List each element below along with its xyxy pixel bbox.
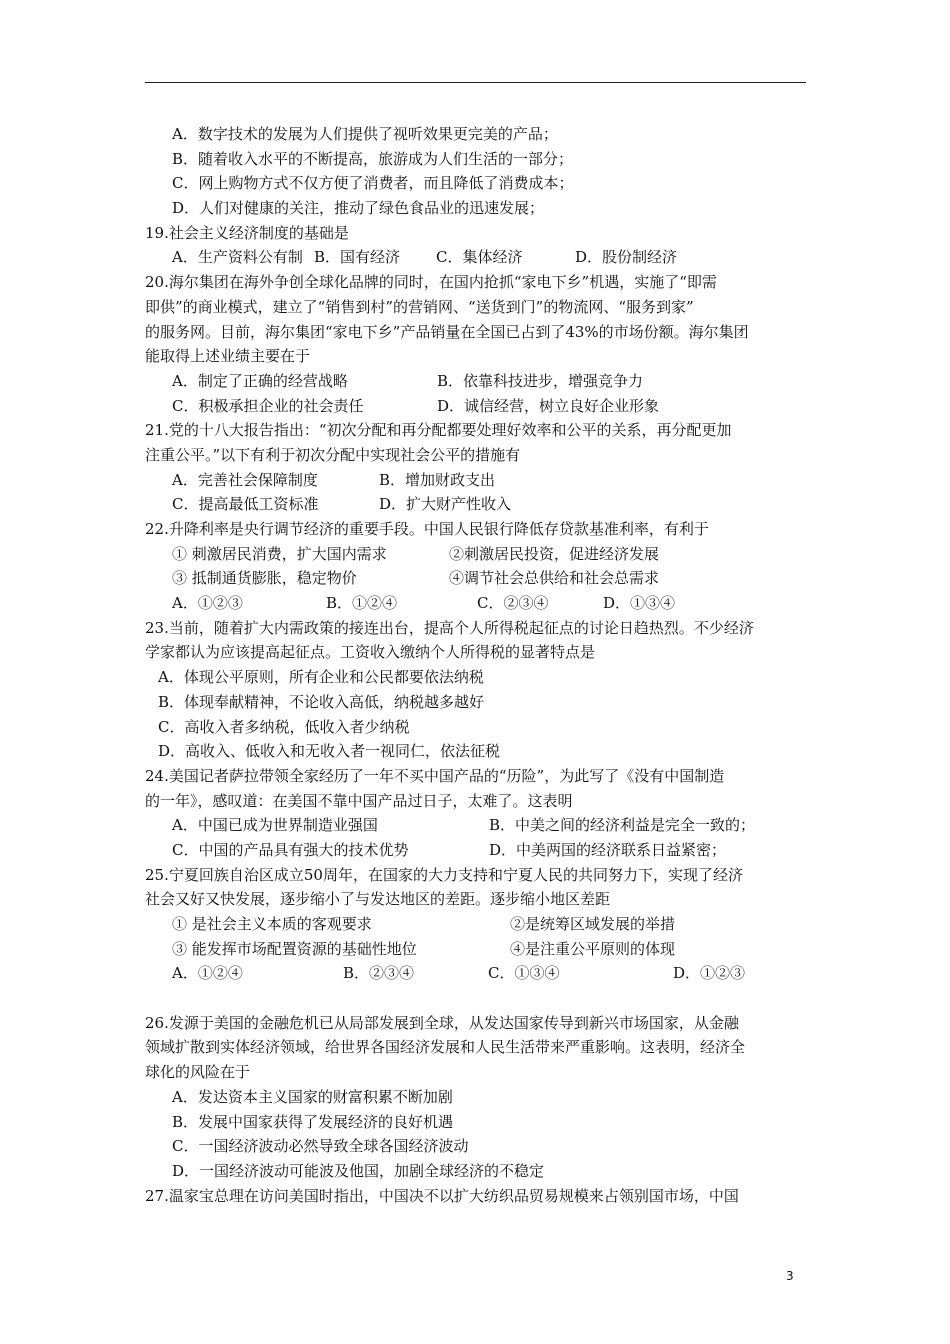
- option-a: A．体现公平原则，所有企业和公民都要依法纳税: [158, 668, 484, 687]
- question-19-options: [145, 245, 806, 270]
- question-24-line: 的一年》，感叹道：在美国不靠中国产品过日子，太难了。这表明: [145, 791, 573, 810]
- option-d: D．人们对健康的关注，推动了绿色食品业的迅速发展；: [172, 199, 545, 218]
- question-24: 24.美国记者萨拉带领全家经历了一年不买中国产品的“历险”，为此写了《没有中国制造: [145, 766, 725, 785]
- option-a: A．数字技术的发展为人们提供了视听效果更完美的产品；: [172, 125, 558, 143]
- option-b: B．发展中国家获得了发展经济的良好机遇: [172, 1112, 454, 1131]
- option-c: C．①③④: [488, 964, 560, 983]
- question-22-statements: [145, 566, 806, 591]
- statement-2: ②刺激居民投资，促进经济发展: [449, 544, 660, 563]
- option-c: C．高收入者多纳税，低收入者少纳税: [158, 717, 410, 736]
- question-20: 20.海尔集团在海外争创全球化品牌的同时，在国内抢抓“家电下乡”机遇，实施了“即需: [145, 273, 717, 292]
- question-22-options: [145, 591, 806, 616]
- option-d: D．①③④: [603, 594, 676, 613]
- question-23-line: 学家都认为应该提高起征点。工资收入缴纳个人所得税的显著特点是: [145, 643, 596, 662]
- option-b: B．中美之间的经济利益是完全一致的；: [489, 816, 756, 835]
- option-d: D．诚信经营，树立良好企业形象: [437, 396, 660, 415]
- option-d: D．①②③: [673, 964, 746, 983]
- question-24-options: [145, 838, 806, 863]
- statement-3: ③ 抵制通货膨胀，稳定物价: [172, 569, 357, 588]
- option-a: A．发达资本主义国家的财富积累不断加剧: [172, 1087, 453, 1106]
- option-d: D．中美两国的经济联系日益紧密；: [489, 840, 727, 859]
- statement-4: ④调节社会总供给和社会总需求: [449, 569, 660, 588]
- header-rule: [145, 82, 806, 83]
- question-27: 27.温家宝总理在访问美国时指出，中国决不以扩大纺织品贸易规模来占领别国市场，中国: [145, 1186, 739, 1205]
- option-c: C．②③④: [477, 594, 549, 613]
- question-21-options: [145, 492, 806, 517]
- option-b: B．国有经济: [314, 248, 401, 267]
- option-c: C．集体经济: [436, 248, 523, 267]
- option-c: C．中国的产品具有强大的技术优势: [172, 840, 409, 859]
- question-19: 19.社会主义经济制度的基础是: [145, 223, 349, 242]
- question-20-options: [145, 394, 806, 419]
- page-number: 3: [786, 1269, 794, 1283]
- question-26-line: 球化的风险在于: [145, 1063, 251, 1082]
- option-c: C．一国经济波动必然导致全球各国经济波动: [172, 1137, 469, 1156]
- option-a: A．①②③: [172, 594, 243, 613]
- option-b: B．体现奉献精神，不论收入高低，纳税越多越好: [158, 692, 485, 711]
- question-21-line: 注重公平。”以下有利于初次分配中实现社会公平的措施有: [145, 445, 521, 464]
- option-d: D．扩大财产性收入: [379, 495, 512, 514]
- question-22: 22.升降利率是央行调节经济的重要手段。中国人民银行降低存贷款基准利率，有利于: [145, 520, 709, 538]
- option-c: C．网上购物方式不仅方便了消费者，而且降低了消费成本；: [172, 174, 574, 193]
- question-23: 23.当前，随着扩大内需政策的接连出台，提高个人所得税起征点的讨论日趋热烈。不少经济: [145, 618, 754, 637]
- option-a: A．中国已成为世界制造业强国: [172, 816, 378, 835]
- statement-1: ① 是社会主义本质的客观要求: [172, 915, 372, 933]
- question-25-line: 社会又好又快发展，逐步缩小了与发达地区的差距。逐步缩小地区差距: [145, 890, 611, 909]
- question-20-line: 即供”的商业模式，建立了“销售到村”的营销网、“送货到门”的物流网、“服务到家”: [145, 297, 694, 316]
- option-a: A．①②④: [172, 964, 243, 983]
- option-d: D．高收入、低收入和无收入者一视同仁，依法征税: [158, 742, 501, 761]
- question-25-options: [145, 961, 806, 986]
- option-b: B．①②④: [326, 594, 398, 613]
- option-c: C．积极承担企业的社会责任: [172, 396, 364, 415]
- spacer: [145, 986, 806, 1011]
- question-20-line: 的服务网。目前，海尔集团“家电下乡”产品销量在全国已占到了43%的市场份额。海尔集团: [145, 322, 749, 341]
- statement-3: ③ 能发挥市场配置资源的基础性地位: [172, 939, 417, 958]
- question-20-line: 能取得上述业绩主要在于: [145, 347, 311, 366]
- question-24-options: [145, 813, 806, 838]
- question-25-statements: [145, 912, 806, 937]
- question-21: 21.党的十八大报告指出：“初次分配和再分配都要处理好效率和公平的关系，再分配更加: [145, 421, 732, 440]
- option-b: B．②③④: [343, 964, 415, 983]
- question-26-line: 领域扩散到实体经济领域，给世界各国经济发展和人民生活带来严重影响。这表明，经济全: [145, 1038, 746, 1057]
- statement-4: ④是注重公平原则的体现: [510, 939, 676, 958]
- question-22-statements: [145, 542, 806, 567]
- statement-1: ① 刺激居民消费，扩大国内需求: [172, 544, 387, 563]
- option-a: A．生产资料公有制: [172, 248, 303, 267]
- question-26: 26.发源于美国的金融危机已从局部发展到全球，从发达国家传导到新兴市场国家，从金融: [145, 1013, 739, 1032]
- option-b: B．随着收入水平的不断提高，旅游成为人们生活的一部分；: [172, 149, 574, 168]
- option-b: B．依靠科技进步，增强竞争力: [437, 371, 644, 390]
- option-d: D．一国经济波动可能波及他国，加剧全球经济的不稳定: [172, 1161, 545, 1180]
- statement-2: ②是统筹区域发展的举措: [510, 915, 676, 933]
- option-b: B．增加财政支出: [379, 470, 496, 489]
- exam-page-body: [145, 122, 806, 1208]
- question-25: 25.宁夏回族自治区成立50周年，在国家的大力支持和宁夏人民的共同努力下，实现了经济: [145, 865, 743, 884]
- question-20-options: [145, 369, 806, 394]
- option-a: A．完善社会保障制度: [172, 470, 318, 489]
- option-a: A．制定了正确的经营战略: [172, 371, 348, 390]
- question-21-options: [145, 468, 806, 493]
- option-c: C．提高最低工资标准: [172, 495, 319, 514]
- option-d: D．股份制经济: [575, 248, 678, 267]
- question-25-statements: [145, 937, 806, 962]
